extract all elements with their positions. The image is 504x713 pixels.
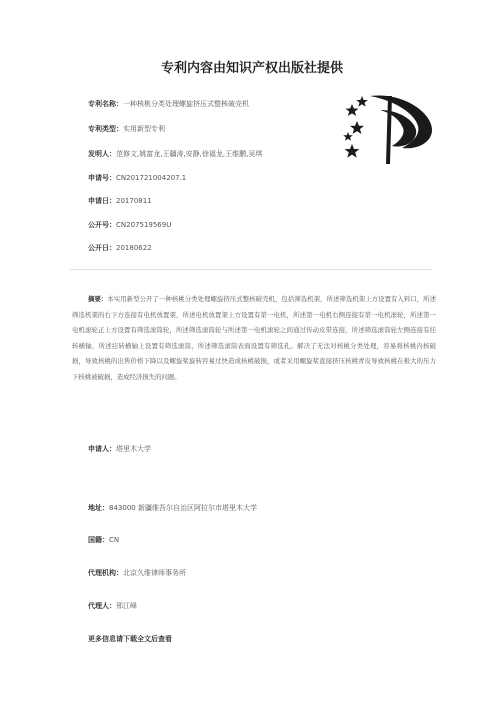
abstract-paragraph bbox=[72, 292, 436, 385]
meta-value: CN201721004207.1 bbox=[116, 174, 187, 182]
meta-label: 申请日 bbox=[88, 197, 109, 205]
colon: ： bbox=[116, 100, 123, 108]
field-label: 代理人 bbox=[88, 602, 109, 610]
meta-row-app-date bbox=[88, 197, 152, 206]
meta-row-pub-no bbox=[88, 221, 171, 230]
meta-label: 公开号 bbox=[88, 221, 109, 229]
star-icon bbox=[346, 104, 359, 116]
field-value: 843000 新疆维吾尔自治区阿拉尔市塔里木大学 bbox=[109, 504, 257, 512]
meta-label: 申请号 bbox=[88, 174, 109, 182]
field-value: CN bbox=[109, 536, 120, 544]
meta-value: CN207519569U bbox=[116, 221, 172, 229]
colon: ： bbox=[102, 504, 109, 512]
country-row bbox=[88, 536, 119, 545]
agent-row bbox=[88, 602, 137, 611]
meta-label: 专利类型 bbox=[88, 125, 116, 133]
applicant-row bbox=[88, 445, 151, 454]
colon: ： bbox=[109, 221, 116, 229]
meta-value: 实用新型专利 bbox=[123, 125, 165, 133]
field-label: 国籍 bbox=[88, 536, 102, 544]
colon: ： bbox=[100, 295, 108, 303]
field-label: 地址 bbox=[88, 504, 102, 512]
download-more-link[interactable]: 更多信息请下载全文后查看 bbox=[88, 635, 172, 643]
field-value: 邢江峰 bbox=[116, 602, 137, 610]
colon: ： bbox=[109, 174, 116, 182]
meta-value: 一种核桃分类处理螺旋挤压式整核破壳机 bbox=[123, 100, 249, 108]
meta-label: 专利名称 bbox=[88, 100, 116, 108]
star-icon bbox=[345, 144, 360, 158]
page-title: 专利内容由知识产权出版社提供 bbox=[160, 61, 343, 76]
colon: ： bbox=[109, 197, 116, 205]
colon: ： bbox=[109, 150, 116, 158]
field-value: 北京久维律师事务所 bbox=[123, 569, 186, 577]
field-label: 申请人 bbox=[88, 445, 109, 453]
colon: ： bbox=[116, 569, 123, 577]
colon: ： bbox=[102, 536, 109, 544]
field-label: 代理机构 bbox=[88, 569, 116, 577]
star-icon bbox=[356, 96, 368, 107]
meta-row-type bbox=[88, 125, 165, 134]
abstract-label: 摘要 bbox=[88, 295, 101, 303]
field-value: 塔里木大学 bbox=[116, 445, 151, 453]
meta-row-inventors bbox=[88, 150, 262, 159]
colon: ： bbox=[109, 602, 116, 610]
abstract-text: 本实用新型公开了一种核桃分类处理螺旋挤压式整核破壳机，包括筛选机架，所述筛选机架上方设置有入料口，所述筛选机架的右下方连接有电机放置架，所述电机放置架上方设置有第一电机，所述第一电机右侧连接有第一电机滚轮，所述第一电机滚轮正上方设置有筛选滚筒轮，所述筛选滚筒轮与所述第一电机滚轮之间通过传动皮带连接，所述筛选滚筒轮左侧连接有挂转横轴，所述挂转横轴上设置有筛选滚筒，所述筛选滚筒表面设置有筛选孔。解决了无法对核桃分类处理，容易将核桃内核破损，导致核桃的出售价格下降以及螺旋桨旋转容易过快造成核桃破损，或者采用螺旋桨直接挤压核桃青皮导致核桃在极大的压力下核桃被破损，造成经济损失的问题。 bbox=[72, 295, 437, 381]
agency-row bbox=[88, 569, 186, 578]
ip-office-logo-icon bbox=[340, 86, 440, 166]
star-icon bbox=[343, 132, 353, 141]
meta-row-name bbox=[88, 100, 249, 109]
colon: ： bbox=[109, 244, 116, 252]
meta-label: 公开日 bbox=[88, 244, 109, 252]
meta-row-pub-date bbox=[88, 244, 152, 253]
meta-value: 20180622 bbox=[116, 244, 152, 252]
meta-value: 20170811 bbox=[116, 197, 152, 205]
section-divider bbox=[70, 269, 432, 270]
colon: ： bbox=[116, 125, 123, 133]
colon: ： bbox=[109, 445, 116, 453]
meta-value: 范修文,姚富龙,王疆涛,安静,徐福龙,王维鹏,吴琪 bbox=[116, 150, 263, 158]
address-row bbox=[88, 504, 257, 513]
meta-label: 发明人 bbox=[88, 150, 109, 158]
star-icon bbox=[350, 121, 364, 134]
meta-row-app-no bbox=[88, 174, 186, 183]
